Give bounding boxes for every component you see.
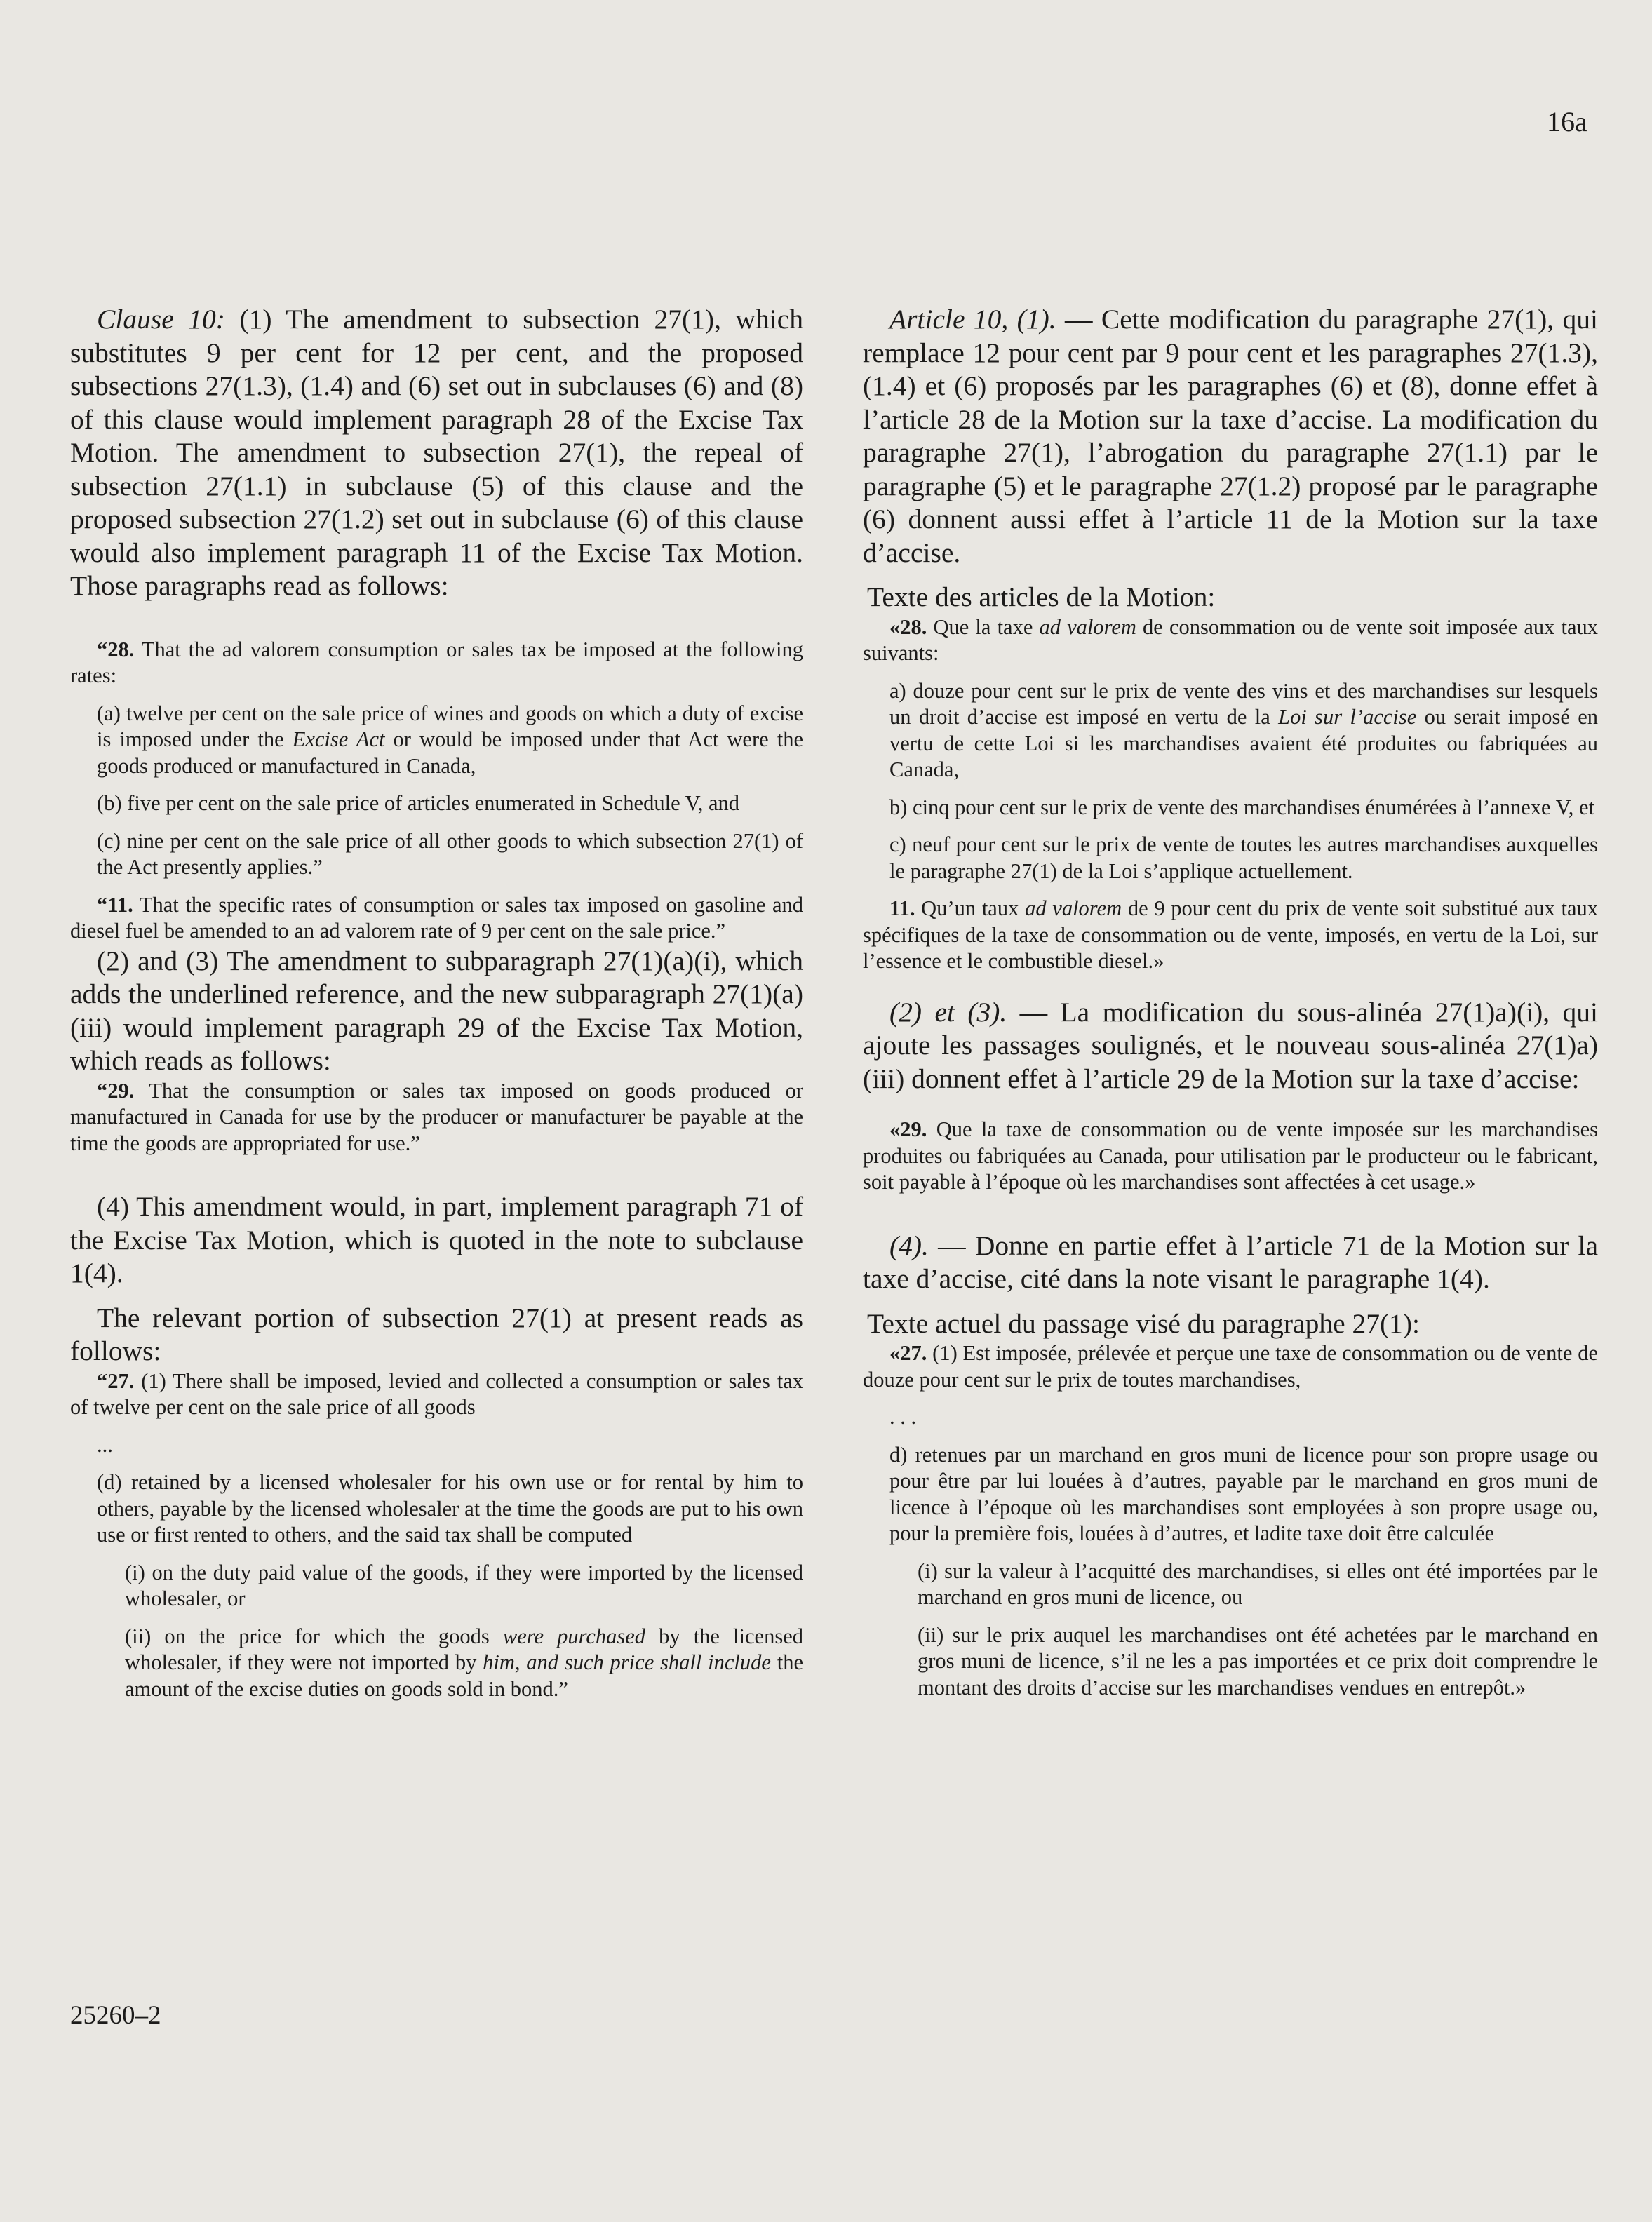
en-quote-28c: (c) nine per cent on the sale price of all other goods to which subsection 27(1) of the Act presently applies.”	[97, 828, 803, 879]
french-column	[863, 303, 1598, 1701]
en-quote-27: “27. (1) There shall be imposed, levied and collected a consumption or sales tax of twelve per cent on the sale price of all goods	[70, 1368, 804, 1419]
fr-quote-27: «27. (1) Est imposée, prélevée et perçue une taxe de consommation ou de vente de douze pour cent sur le prix de toutes marchandises,	[863, 1341, 1598, 1392]
english-column	[70, 303, 803, 1702]
en-quote-27d-ii: (ii) on the price for which the goods were purchased by the licensed wholesaler, if they were not imported by him, and such price shall include the amount of the excise duties on goods sold in bond.”	[125, 1624, 804, 1701]
page-number: 16a	[1547, 106, 1587, 137]
fr-quote-28b: b) cinq pour cent sur le prix de vente des marchandises énumérées à l’annexe V, et	[889, 795, 1595, 819]
en-quote-28: “28. That the ad valorem consumption or sales tax be imposed at the following rates:	[70, 637, 803, 687]
fr-quote-29: «29. Que la taxe de consommation ou de vente imposée sur les marchandises produites ou fabriquées au Canada, pour utilisation par le producteur ou le fabricant, soit payable à l’époque où les marchandises sont affectées à cet usage.»	[863, 1117, 1598, 1194]
en-clause-label: Clause 10:	[97, 304, 225, 335]
fr-heading-motion: Texte des articles de la Motion:	[867, 581, 1216, 612]
fr-quote-28a: a) douze pour cent sur le prix de vente des vins et des marchandises sur lesquels un droit d’accise est imposé en vertu de la Loi sur l’accise ou serait imposé en vertu de cette Loi si les marchandises avaient été produites ou fabriquées au Canada,	[889, 678, 1598, 781]
en-quote-27d-i: (i) on the duty paid value of the goods, if they were imported by the licensed wholesaler, or	[125, 1560, 803, 1610]
fr-quote-27d-ii: (ii) sur le prix auquel les marchandises ont été achetées par le marchand en gros muni de licence, s’il ne les a pas importées et ce prix doit comprendre le montant des droits d’accise sur les marchandises vendues en entrepôt.»	[918, 1622, 1598, 1699]
en-quote-27d: (d) retained by a licensed wholesaler for his own use or for rental by him to others, payable by the licensed wholesaler at the time the goods are put to his own use or first rented to others, and the said tax shall be computed	[97, 1470, 803, 1547]
fr-quote-27d-i: (i) sur la valeur à l’acquitté des marchandises, si elles ont été importées par le marchand en gros muni de licence, ou	[918, 1558, 1598, 1609]
fr-paragraph-1: Article 10, (1). — Cette modification du paragraphe 27(1), qui remplace 12 pour cent par 9 pour cent et les paragraphes 27(1.3), (1.4) et (6) proposés par les paragraphes (6) et (8), donne effet à l’article 28 de la Motion sur la taxe d’accise. La modification du paragraphe 27(1), l’abrogation du paragraphe 27(1.1) par le paragraphe (5) et le paragraphe 27(1.2) proposé par le paragraphe (6) donnent aussi effet à l’article 11 de la Motion sur la taxe d’accise.	[863, 304, 1598, 568]
fr-quote-11: 11. Qu’un taux ad valorem de 9 pour cent du prix de vente soit substitué aux taux spécifiques de la taxe de consommation ou de vente, imposés, en vertu de la Loi, sur l’essence et le combustible diesel.»	[863, 896, 1598, 973]
fr-paragraph-4: (4). — Donne en partie effet à l’article 71 de la Motion sur la taxe d’accise, cité dans la note visant le paragraphe 1(4).	[863, 1230, 1598, 1294]
en-quote-28a: (a) twelve per cent on the sale price of wines and goods on which a duty of excise is imposed under the Excise Act or would be imposed under that Act were the goods produced or manufactured in Canada,	[97, 701, 803, 778]
en-ellipsis: ...	[97, 1432, 113, 1457]
en-paragraph-2: (2) and (3) The amendment to subparagraph 27(1)(a)(i), which adds the underlined reference, and the new subparagraph 27(1)(a)(iii) would implement paragraph 29 of the Excise Tax Motion, which reads as follows:	[70, 945, 803, 1076]
en-paragraph-5: The relevant portion of subsection 27(1) at present reads as follows:	[70, 1302, 803, 1366]
en-quote-11: “11. That the specific rates of consumption or sales tax imposed on gasoline and diesel fuel be amended to an ad valorem rate of 9 per cent on the sale price.”	[70, 892, 804, 943]
en-quote-28b: (b) five per cent on the sale price of articles enumerated in Schedule V, and	[97, 791, 740, 815]
en-paragraph-1: Clause 10: (1) The amendment to subsection 27(1), which substitutes 9 per cent for 12 per cent, and the proposed subsections 27(1.3), (1.4) and (6) set out in subclauses (6) and (8) of this clause would implement paragraph 28 of the Excise Tax Motion. The amendment to subsection 27(1), the repeal of subsection 27(1.1) in subclause (5) of this clause and the proposed subsection 27(1.2) set out in subclause (6) of this clause would also implement paragraph 11 of the Excise Tax Motion. Those paragraphs read as follows:	[70, 304, 804, 601]
en-paragraph-4: (4) This amendment would, in part, implement paragraph 71 of the Excise Tax Motion, which is quoted in the note to subclause 1(4).	[70, 1191, 803, 1288]
fr-heading-current-text: Texte actuel du passage visé du paragraphe 27(1):	[867, 1307, 1421, 1339]
fr-quote-27d: d) retenues par un marchand en gros muni de licence pour son propre usage ou pour être par lui louées à d’autres, payable par le marchand en gros muni de licence à l’époque où les marchandises sont employées à son propre usage ou, pour la première fois, louées à d’autres, et ladite taxe doit être calculée	[889, 1442, 1598, 1545]
fr-quote-28: «28. Que la taxe ad valorem de consommation ou de vente soit imposée aux taux suivants:	[863, 614, 1599, 665]
fr-ellipsis: . . .	[889, 1405, 917, 1429]
fr-paragraph-2: (2) et (3). — La modification du sous-alinéa 27(1)a)(i), qui ajoute les passages soulignés, et le nouveau sous-alinéa 27(1)a)(iii) donnent effet à l’article 29 de la Motion sur la taxe d’accise:	[863, 996, 1598, 1094]
fr-quote-28c: c) neuf pour cent sur le prix de vente de toutes les autres marchandises auxquelles le paragraphe 27(1) de la Loi s’applique actuellement.	[889, 833, 1598, 883]
en-quote-29: “29. That the consumption or sales tax imposed on goods produced or manufactured in Canada for use by the producer or manufacturer be payable at the time the goods are appropriated for use.”	[70, 1078, 803, 1155]
fr-article-label: Article 10, (1).	[889, 304, 1056, 335]
footer-code: 25260–2	[70, 2001, 161, 2030]
